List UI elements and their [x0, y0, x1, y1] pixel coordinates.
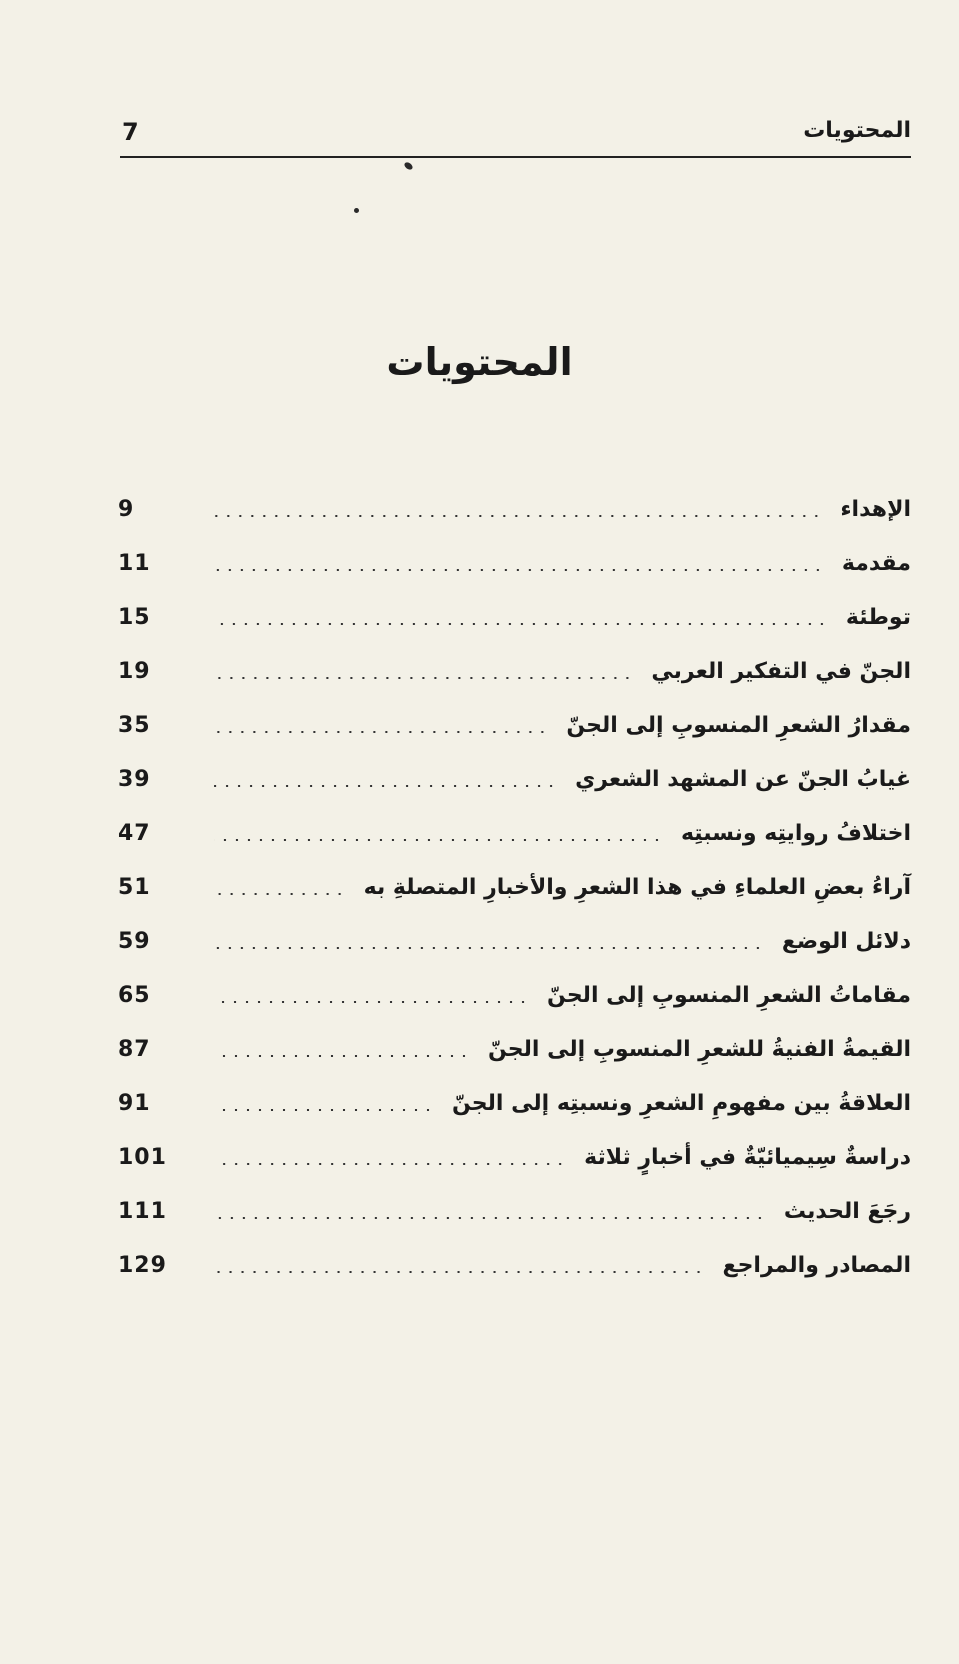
toc-entry-page: 39 [118, 766, 151, 792]
dot-leader [214, 893, 346, 895]
dot-leader [214, 947, 764, 949]
toc-entry-title: توطئة [845, 604, 911, 630]
toc-entry-page: 111 [118, 1198, 167, 1224]
toc-entry-page: 91 [118, 1090, 151, 1116]
toc-entry-title: غيابُ الجنّ عن المشهد الشعري [575, 766, 911, 792]
toc-entry[interactable] [118, 698, 911, 752]
toc-entry-page: 129 [118, 1252, 167, 1278]
toc-entry-page: 19 [118, 658, 151, 684]
dot-leader [214, 1109, 434, 1111]
toc-entry-title: الإهداء [840, 496, 911, 522]
toc-entry[interactable] [118, 1184, 911, 1238]
toc-entry-title: الجنّ في التفكير العربي [651, 658, 911, 684]
dot-leader [214, 569, 824, 571]
toc-entry-page: 15 [118, 604, 151, 630]
ink-speck [354, 208, 359, 213]
toc-entry-page: 9 [118, 496, 135, 522]
dot-leader [214, 623, 828, 625]
toc-entry[interactable] [118, 752, 911, 806]
toc-entry[interactable] [118, 1022, 911, 1076]
running-title: المحتويات [803, 118, 911, 143]
table-of-contents [118, 482, 911, 1292]
toc-entry-title: المصادر والمراجع [722, 1252, 911, 1278]
toc-entry[interactable] [118, 1130, 911, 1184]
toc-entry-title: دلائل الوضع [781, 928, 911, 954]
page-number: 7 [122, 118, 139, 146]
dot-leader [214, 731, 548, 733]
toc-entry[interactable] [118, 806, 911, 860]
toc-entry-title: دراسةٌ سِيميائيّةٌ في أخبارٍ ثلاثة [584, 1144, 911, 1170]
toc-entry-page: 35 [118, 712, 151, 738]
toc-entry-page: 59 [118, 928, 151, 954]
toc-entry-title: مقدمة [841, 550, 911, 576]
toc-entry-title: رجَعَ الحديث [783, 1198, 911, 1224]
toc-entry-title: العلاقةُ بين مفهومِ الشعرِ ونسبتِه إلى الجنّ [452, 1090, 911, 1116]
toc-entry-page: 47 [118, 820, 151, 846]
dot-leader [214, 1271, 705, 1273]
dot-leader [214, 1055, 470, 1057]
toc-entry[interactable] [118, 644, 911, 698]
toc-entry-title: القيمةُ الفنيةُ للشعرِ المنسوبِ إلى الجنّ [487, 1036, 911, 1062]
toc-entry-title: مقدارُ الشعرِ المنسوبِ إلى الجنّ [566, 712, 911, 738]
dot-leader [214, 515, 822, 517]
toc-entry-title: اختلافُ روايتِه ونسبتِه [680, 820, 911, 846]
dot-leader [214, 1217, 766, 1219]
toc-entry-page: 87 [118, 1036, 151, 1062]
toc-entry[interactable] [118, 482, 911, 536]
toc-entry[interactable] [118, 1238, 911, 1292]
toc-entry[interactable] [118, 1076, 911, 1130]
toc-entry-title: مقاماتُ الشعرِ المنسوبِ إلى الجنّ [547, 982, 911, 1008]
dot-leader [214, 1163, 566, 1165]
dot-leader [214, 677, 633, 679]
toc-entry[interactable] [118, 590, 911, 644]
dot-leader [214, 785, 557, 787]
dot-leader [214, 1001, 529, 1003]
toc-entry[interactable] [118, 860, 911, 914]
toc-entry-page: 11 [118, 550, 151, 576]
ink-speck [403, 161, 414, 171]
toc-entry-title: آراءُ بعضِ العلماءِ في هذا الشعرِ والأخبارِ المتصلةِ به [363, 874, 911, 900]
page-header [120, 112, 911, 158]
toc-entry[interactable] [118, 914, 911, 968]
toc-entry-page: 51 [118, 874, 151, 900]
toc-entry-page: 101 [118, 1144, 167, 1170]
page-title: المحتويات [386, 340, 573, 384]
toc-entry-page: 65 [118, 982, 151, 1008]
toc-entry[interactable] [118, 536, 911, 590]
toc-entry[interactable] [118, 968, 911, 1022]
dot-leader [214, 839, 663, 841]
